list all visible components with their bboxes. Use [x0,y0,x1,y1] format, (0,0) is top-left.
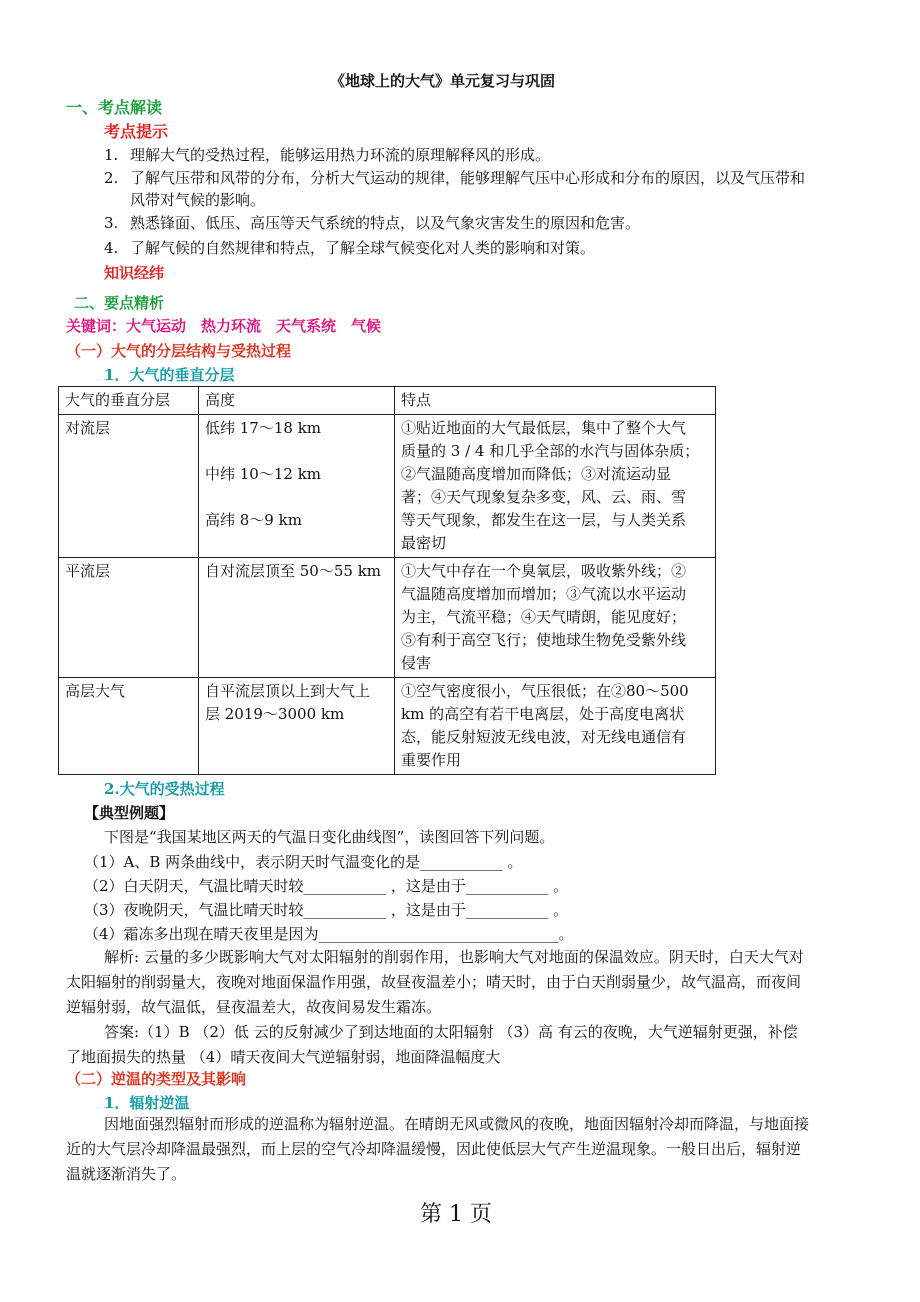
question: （1）A、B 两条曲线中，表示阴天时气温变化的是___________ 。 [84,853,523,871]
table-row [59,678,716,775]
page-title: 《地球上的大气》单元复习与巩固 [330,72,556,90]
layer-name: 对流层 [59,415,199,558]
list-item: 2. 了解气压带和风带的分布，分析大气运动的规律，能够理解气压中心形成和分布的原因，以及气压带和 [104,169,806,187]
inversion-paragraph: 因地面强烈辐射而形成的逆温称为辐射逆温。在晴朗无风或微风的夜晚，地面因辐射冷却而降温，与地面接 近的大气层冷却降温最强烈，而上层的空气冷却降温缓慢，因此使低层大气产生逆温现象。一般日出后，辐射逆 温就逐渐消失了。 [66,1115,810,1183]
part1-heading: （一）大气的分层结构与受热过程 [66,342,292,360]
section1-heading: 一、考点解读 [66,98,163,117]
list-item: 3. 熟悉锋面、低压、高压等天气系统的特点，以及气象灾害发生的原因和危害。 [104,214,641,232]
section1-subheading: 考点提示 [104,122,169,141]
list-item: 1. 理解大气的受热过程，能够运用热力环流的原理解释风的形成。 [104,146,551,164]
table-row [59,415,716,558]
example-intro: 下图是“我国某地区两天的气温日变化曲线图”，读图回答下列问题。 [104,828,555,846]
table-header: 高度 [199,387,395,415]
question: （2）白天阴天，气温比晴天时较___________ ，这是由于___________ 。 [84,877,569,895]
example-label: 【典型例题】 [84,804,175,822]
question: （4）霜冻多出现在晴天夜里是因为________________________________。 [84,925,574,943]
layer-name: 高层大气 [59,678,199,775]
layer-height: 低纬 17～18 km 中纬 10～12 km 高纬 8～9 km [199,415,395,558]
knowledge-heading: 知识经纬 [104,264,165,282]
layer-height: 自对流层顶至 50～55 km [199,558,395,678]
list-item-continuation: 风带对气候的影响。 [130,191,266,209]
table-header: 特点 [395,387,716,415]
layer-features: ①贴近地面的大气最低层，集中了整个大气 质量的 3 / 4 和几乎全部的水汽与固体杂质； ②气温随高度增加而降低；③对流运动显 著；④天气现象复杂多变，风、云、雨、雪 等天气现象，都发生在这一层，与人类关系 最密切 [395,415,716,558]
layer-features: ①大气中存在一个臭氧层，吸收紫外线；② 气温随高度增加而增加；③气流以水平运动 为主，气流平稳；④天气晴朗，能见度好； ⑤有利于高空飞行；使地球生物免受紫外线 侵害 [395,558,716,678]
page-number: 第 1 页 [420,1202,492,1227]
analysis-paragraph: 解析: 云量的多少既影响大气对太阳辐射的削弱作用，也影响大气对地面的保温效应。阴天时，白天大气对 太阳辐射的削弱量大，夜晚对地面保温作用强，故昼夜温差小；晴天时，由于白天削弱量少，故气温高，而夜间 逆辐射弱，故气温低，昼夜温差大，故夜间易发生霜冻。 [66,948,804,1016]
table-header-row [59,387,716,415]
sub2-heading: 2.大气的受热过程 [104,780,225,798]
atmosphere-layers-table [58,386,716,775]
sub1-heading: 1．大气的垂直分层 [104,366,235,384]
part2-heading: （二）逆温的类型及其影响 [66,1070,247,1088]
section2-heading: 二、要点精析 [74,294,165,312]
layer-height: 自平流层顶以上到大气上 层 2019～3000 km [199,678,395,775]
list-item: 4. 了解气候的自然规律和特点，了解全球气候变化对人类的影响和对策。 [104,239,596,257]
table-header: 大气的垂直分层 [59,387,199,415]
question: （3）夜晚阴天，气温比晴天时较___________ ，这是由于___________ 。 [84,901,569,919]
layer-name: 平流层 [59,558,199,678]
answer-paragraph: 答案:（1）B （2）低 云的反射减少了到达地面的太阳辐射 （3）高 有云的夜晚，大气逆辐射更强，补偿 了地面损失的热量 （4）晴天夜间大气逆辐射弱，地面降温幅度大 [66,1023,798,1066]
sub3-heading: 1．辐射逆温 [104,1094,190,1112]
layer-features: ①空气密度很小，气压很低；在②80～500 km 的高空有若干电离层，处于高度电离状 态，能反射短波无线电波，对无线电通信有 重要作用 [395,678,716,775]
table-row [59,558,716,678]
keywords: 关键词：大气运动 热力环流 天气系统 气候 [66,317,382,335]
